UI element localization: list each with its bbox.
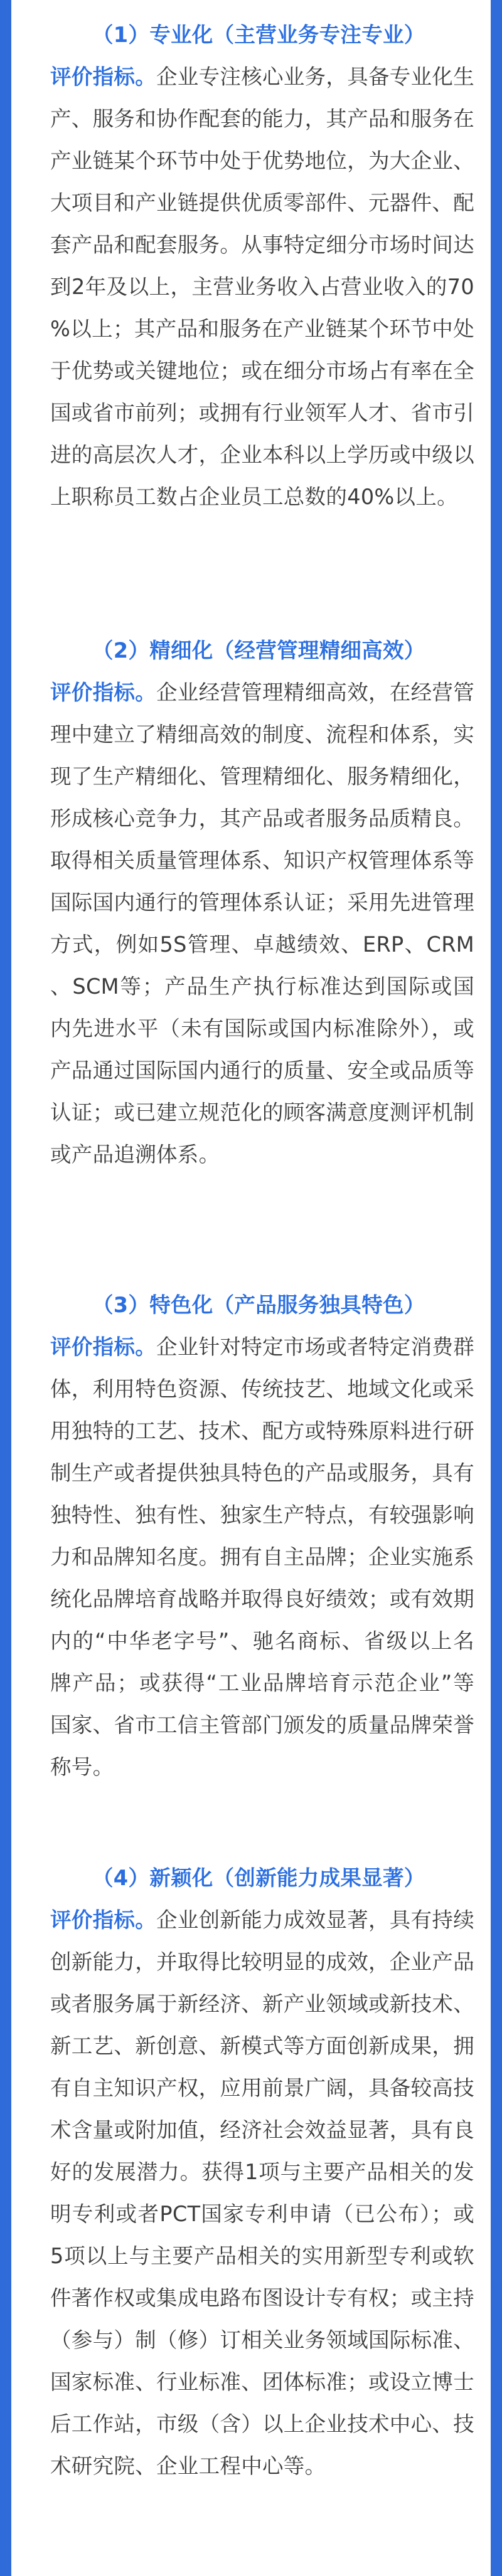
criteria-text: 企业经营管理精细高效，在经营管理中建立了精细高效的制度、流程和体系，实现了生产精细化、管理精细化、服务精细化，形成核心竞争力，其产品或者服务品质精良。取得相关质量管理体系、知识产权管理体系等国际国内通行的管理体系认证；采用先进管理方式，例如5S管理、卓越绩效、ERP、CRM、SCM等；产品生产执行标准达到国际或国内先进水平（未有国际或国内标准除外），或产品通过国际国内通行的质量、安全或品质等认证；或已建立规范化的顾客满意度测评机制或产品追溯体系。	[50, 680, 474, 1167]
criteria-label: 评价指标。	[50, 65, 156, 89]
criteria-label: 评价指标。	[50, 1335, 156, 1359]
article-card	[11, 0, 491, 2576]
section-paragraph	[50, 671, 474, 1175]
section-paragraph	[50, 1326, 474, 1788]
section-refinement	[50, 629, 474, 1175]
section-heading: （4）新颖化（创新能力成果显著）	[92, 1866, 425, 1890]
section-paragraph	[50, 56, 474, 518]
section-specialization	[50, 14, 474, 518]
section-specialty	[50, 1284, 474, 1788]
criteria-label: 评价指标。	[50, 680, 156, 705]
section-heading: （3）特色化（产品服务独具特色）	[92, 1293, 425, 1317]
criteria-text: 企业创新能力成效显著，具有持续创新能力，并取得比较明显的成效，企业产品或者服务属于新经济、新产业领域或新技术、新工艺、新创意、新模式等方面创新成果，拥有自主知识产权，应用前景广阔，具备较高技术含量或附加值，经济社会效益显著，具有良好的发展潜力。获得1项与主要产品相关的发明专利或者PCT国家专利申请（已公布）；或5项以上与主要产品相关的实用新型专利或软件著作权或集成电路布图设计专有权；或主持（参与）制（修）订相关业务领域国际标准、国家标准、行业标准、团体标准；或设立博士后工作站，市级（含）以上企业技术中心、技术研究院、企业工程中心等。	[50, 1908, 474, 2478]
criteria-text: 企业专注核心业务，具备专业化生产、服务和协作配套的能力，其产品和服务在产业链某个环节中处于优势地位，为大企业、大项目和产业链提供优质零部件、元器件、配套产品和配套服务。从事特定细分市场时间达到2年及以上，主营业务收入占营业收入的70%以上；其产品和服务在产业链某个环节中处于优势或关键地位；或在细分市场占有率在全国或省市前列；或拥有行业领军人才、省市引进的高层次人才，企业本科以上学历或中级以上职称员工数占企业员工总数的40%以上。	[50, 65, 474, 509]
criteria-text: 企业针对特定市场或者特定消费群体，利用特色资源、传统技艺、地域文化或采用独特的工艺、技术、配方或特殊原料进行研制生产或者提供独具特色的产品或服务，具有独特性、独有性、独家生产特点，有较强影响力和品牌知名度。拥有自主品牌；企业实施系统化品牌培育战略并取得良好绩效；或有效期内的“中华老字号”、驰名商标、省级以上名牌产品；或获得“工业品牌培育示范企业”等国家、省市工信主管部门颁发的质量品牌荣誉称号。	[50, 1335, 474, 1779]
section-novelty	[50, 1857, 474, 2487]
section-paragraph	[50, 1899, 474, 2487]
criteria-label: 评价指标。	[50, 1908, 156, 1932]
section-heading: （1）专业化（主营业务专注专业）	[92, 23, 425, 47]
section-heading: （2）精细化（经营管理精细高效）	[92, 638, 425, 663]
